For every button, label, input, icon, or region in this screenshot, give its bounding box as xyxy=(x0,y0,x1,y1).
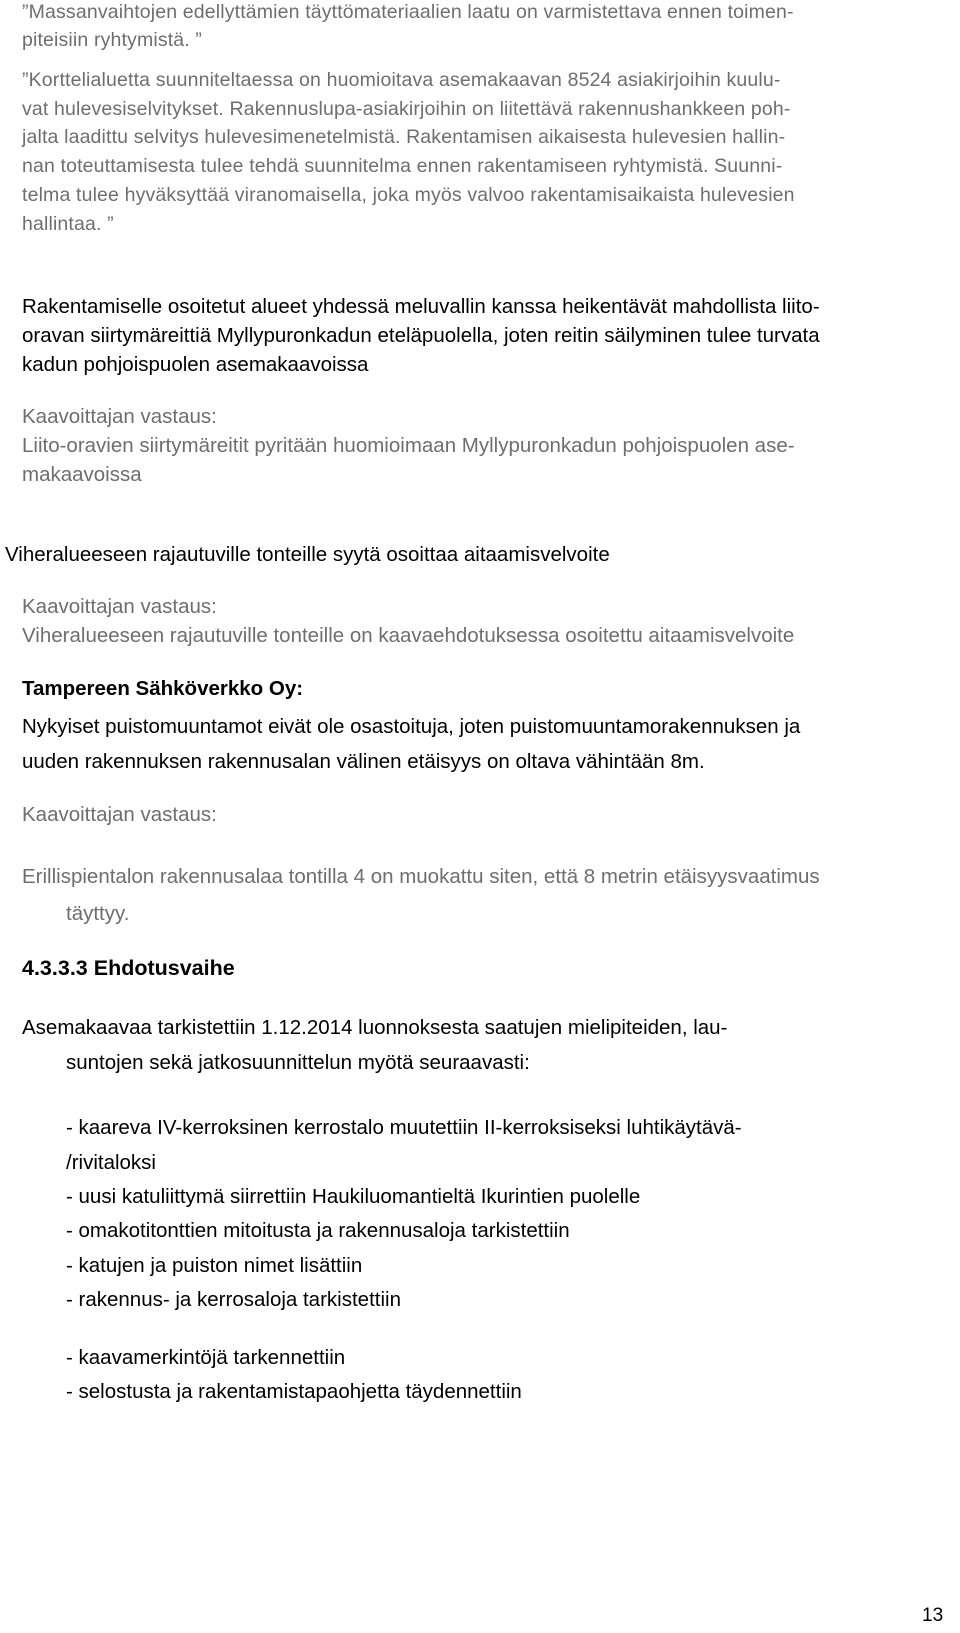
response-aitaamis-label: Kaavoittajan vastaus: xyxy=(22,595,217,618)
comment-liito-line-3: kadun pohjoispuolen asemakaavoissa xyxy=(22,353,369,376)
change-item-3: - omakotitonttien mitoitusta ja rakennusaloja tarkistettiin xyxy=(66,1219,570,1242)
section-intro-line-2: suntojen sekä jatkosuunnittelun myötä seuraavasti: xyxy=(66,1051,530,1074)
quote-two-line-3: jalta laadittu selvitys hulevesimenetelmistä. Rakentamisen aikaisesta hulevesien hallin- xyxy=(22,126,786,148)
change-item-4: - katujen ja puiston nimet lisättiin xyxy=(66,1254,363,1277)
sahkoverkko-line-2: uuden rakennuksen rakennusalan välinen etäisyys on oltava vähintään 8m. xyxy=(22,750,705,773)
response-liito-line-2: makaavoissa xyxy=(22,463,142,486)
change-item-1-continued: /rivitaloksi xyxy=(66,1151,156,1174)
quote-two-line-2: vat hulevesiselvitykset. Rakennuslupa-asiakirjoihin on liitettävä rakennushankkeen poh- xyxy=(22,98,791,120)
response-sahko-label: Kaavoittajan vastaus: xyxy=(22,803,217,826)
comment-liito-line-2: oravan siirtymäreittiä Myllypuronkadun eteläpuolella, joten reitin säilyminen tulee turvata xyxy=(22,324,820,347)
response-liito-label: Kaavoittajan vastaus: xyxy=(22,405,217,428)
comment-aitaamis: Viheralueeseen rajautuville tonteille syytä osoittaa aitaamisvelvoite xyxy=(5,543,610,566)
response-sahko-line-2: täyttyy. xyxy=(66,902,130,925)
change-item-5: - rakennus- ja kerrosaloja tarkistettiin xyxy=(66,1288,401,1311)
change-item-2: - uusi katuliittymä siirrettiin Haukiluomantieltä Ikurintien puolelle xyxy=(66,1185,641,1208)
quote-two-line-1: ”Korttelialuetta suunniteltaessa on huomioitava asemakaavan 8524 asiakirjoihin kuulu- xyxy=(22,69,781,91)
page-number: 13 xyxy=(922,1605,944,1626)
comment-liito-line-1: Rakentamiselle osoitetut alueet yhdessä meluvallin kanssa heikentävät mahdollista liito- xyxy=(22,295,820,318)
quote-two-line-4: nan toteuttamisesta tulee tehdä suunnitelma ennen rakentamiseen ryhtymistä. Suunni- xyxy=(22,155,783,177)
quote-two-line-5: telma tulee hyväksyttää viranomaisella, joka myös valvoo rakentamisaikaista hulevesien xyxy=(22,184,795,206)
response-sahko-line-1: Erillispientalon rakennusalaa tontilla 4 on muokattu siten, että 8 metrin etäisyysvaatimus xyxy=(22,865,820,888)
sahkoverkko-line-1: Nykyiset puistomuuntamot eivät ole osastoituja, joten puistomuuntamorakennuksen ja xyxy=(22,715,801,738)
quote-two-line-6: hallintaa. ” xyxy=(22,213,114,235)
quote-one-line-1: ”Massanvaihtojen edellyttämien täyttömateriaalien laatu on varmistettava ennen toimen- xyxy=(22,1,794,23)
quote-one-line-2: piteisiin ryhtymistä. ” xyxy=(22,29,203,51)
sahkoverkko-title: Tampereen Sähköverkko Oy: xyxy=(22,677,304,700)
change-item-7: - selostusta ja rakentamistapaohjetta täydennettiin xyxy=(66,1380,522,1403)
change-item-1: - kaareva IV-kerroksinen kerrostalo muutettiin II-kerroksiseksi luhtikäytävä- xyxy=(66,1116,742,1139)
change-item-6: - kaavamerkintöjä tarkennettiin xyxy=(66,1346,346,1369)
section-heading: 4.3.3.3 Ehdotusvaihe xyxy=(22,956,235,980)
section-intro-line-1: Asemakaavaa tarkistettiin 1.12.2014 luonnoksesta saatujen mielipiteiden, lau- xyxy=(22,1016,728,1039)
response-aitaamis-text: Viheralueeseen rajautuville tonteille on kaavaehdotuksessa osoitettu aitaamisvelvoite xyxy=(22,624,795,647)
response-liito-line-1: Liito-oravien siirtymäreitit pyritään huomioimaan Myllypuronkadun pohjoispuolen ase- xyxy=(22,434,795,457)
